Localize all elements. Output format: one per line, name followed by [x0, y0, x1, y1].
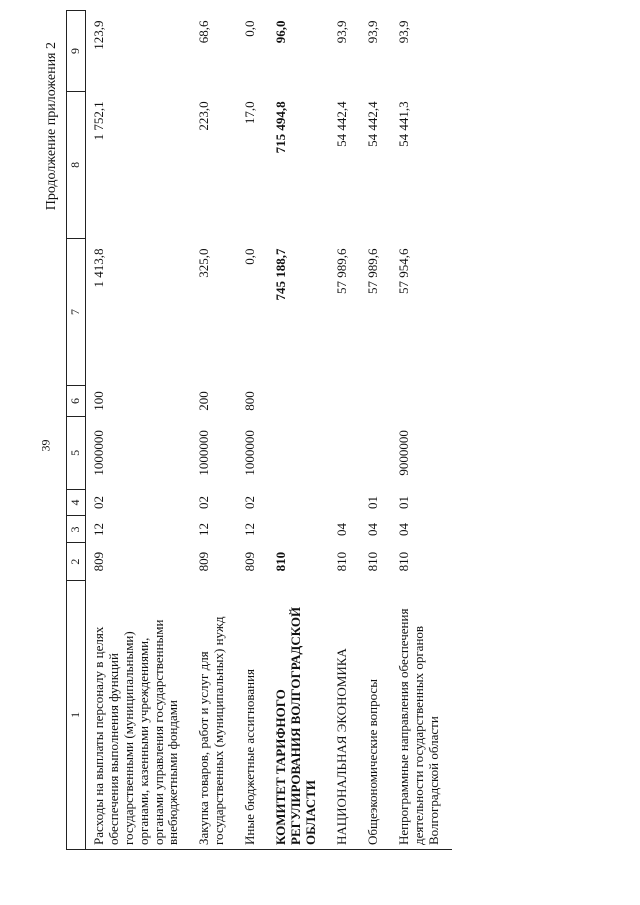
cell-percent: 93,9 [364, 20, 380, 44]
cell-subsection [268, 489, 329, 516]
continuation-caption: Продолжение приложения 2 [44, 42, 59, 211]
row-name: НАЦИОНАЛЬНАЯ ЭКОНОМИКА [329, 580, 360, 849]
cell-percent: 0,0 [242, 20, 258, 37]
cell-plan: 745 188,7 [273, 248, 289, 301]
cell-expense-type: 800 [242, 391, 258, 411]
cell-section: 04 [395, 522, 411, 536]
column-header: 8 [67, 91, 86, 238]
cell-target [268, 417, 329, 490]
column-header: 1 [67, 580, 86, 849]
table-row [391, 11, 452, 850]
cell-actual: 715 494,8 [273, 101, 289, 154]
cell-expense-type: 100 [90, 391, 106, 411]
cell-percent: 68,6 [196, 20, 212, 44]
cell-plan: 1 413,8 [90, 248, 106, 288]
cell-target: 1000000 [90, 430, 106, 476]
cell-section: 04 [334, 522, 350, 536]
cell-percent: 93,9 [334, 20, 350, 44]
cell-percent: 123,9 [90, 20, 106, 50]
row-name: Закупка товаров, работ и услуг для государственных (муниципальных) нужд [191, 580, 237, 849]
cell-subsection: 01 [395, 496, 411, 510]
cell-actual: 1 752,1 [90, 101, 106, 141]
cell-percent: 93,9 [395, 20, 411, 44]
table-row [191, 11, 237, 850]
cell-plan: 0,0 [242, 248, 258, 265]
cell-code: 809 [90, 551, 106, 572]
page-number: 39 [38, 439, 53, 452]
cell-code: 810 [273, 551, 289, 572]
cell-section: 12 [242, 522, 258, 536]
row-name: Расходы на выплаты персоналу в целях обеспечения выполнения функций государственными (муниципальными) органами, казенными учреждениями, органами управления государственными внебюджетными фондами [85, 580, 191, 849]
cell-target: 1000000 [196, 430, 212, 476]
cell-percent: 96,0 [273, 20, 289, 44]
cell-expense-type: 200 [196, 391, 212, 411]
column-header: 9 [67, 11, 86, 92]
cell-plan: 57 989,6 [334, 248, 350, 294]
row-name: Общеэкономические вопросы [360, 580, 391, 849]
cell-plan: 57 954,6 [395, 248, 411, 294]
budget-table [66, 10, 452, 850]
cell-subsection [329, 489, 360, 516]
cell-subsection: 02 [196, 496, 212, 510]
column-header: 7 [67, 238, 86, 385]
table-row [329, 11, 360, 850]
row-name: КОМИТЕТ ТАРИФНОГО РЕГУЛИРОВАНИЯ ВОЛГОГРАДСКОЙ ОБЛАСТИ [268, 580, 329, 849]
column-header: 5 [67, 417, 86, 490]
cell-code: 810 [364, 551, 380, 572]
cell-target [360, 417, 391, 490]
cell-actual: 54 442,4 [364, 101, 380, 147]
cell-plan: 325,0 [196, 248, 212, 278]
column-header: 2 [67, 543, 86, 580]
column-header: 6 [67, 386, 86, 417]
row-name: Иные бюджетные ассигнования [237, 580, 268, 849]
table-row [268, 11, 329, 850]
cell-subsection: 02 [242, 496, 258, 510]
cell-code: 810 [334, 551, 350, 572]
cell-expense-type [360, 386, 391, 417]
cell-target: 1000000 [242, 430, 258, 476]
cell-actual: 17,0 [242, 101, 258, 125]
cell-expense-type [329, 386, 360, 417]
cell-actual: 223,0 [196, 101, 212, 131]
table-row [85, 11, 191, 850]
cell-target: 9000000 [395, 430, 411, 476]
cell-code: 810 [395, 551, 411, 572]
row-name: Непрограммные направления обеспечения деятельности государственных органов Волгоградской области [391, 580, 452, 849]
header-row [67, 11, 86, 850]
cell-expense-type [268, 386, 329, 417]
column-header: 3 [67, 516, 86, 543]
cell-section: 12 [90, 522, 106, 536]
cell-subsection: 02 [90, 496, 106, 510]
cell-section: 12 [196, 522, 212, 536]
table-row [360, 11, 391, 850]
cell-code: 809 [242, 551, 258, 572]
cell-section [268, 516, 329, 543]
cell-subsection: 01 [364, 496, 380, 510]
cell-actual: 54 442,4 [334, 101, 350, 147]
cell-target [329, 417, 360, 490]
cell-section: 04 [364, 522, 380, 536]
rotated-page [36, 10, 596, 880]
cell-plan: 57 989,6 [364, 248, 380, 294]
cell-expense-type [391, 386, 452, 417]
cell-actual: 54 441,3 [395, 101, 411, 147]
cell-code: 809 [196, 551, 212, 572]
column-header: 4 [67, 489, 86, 516]
table-row [237, 11, 268, 850]
